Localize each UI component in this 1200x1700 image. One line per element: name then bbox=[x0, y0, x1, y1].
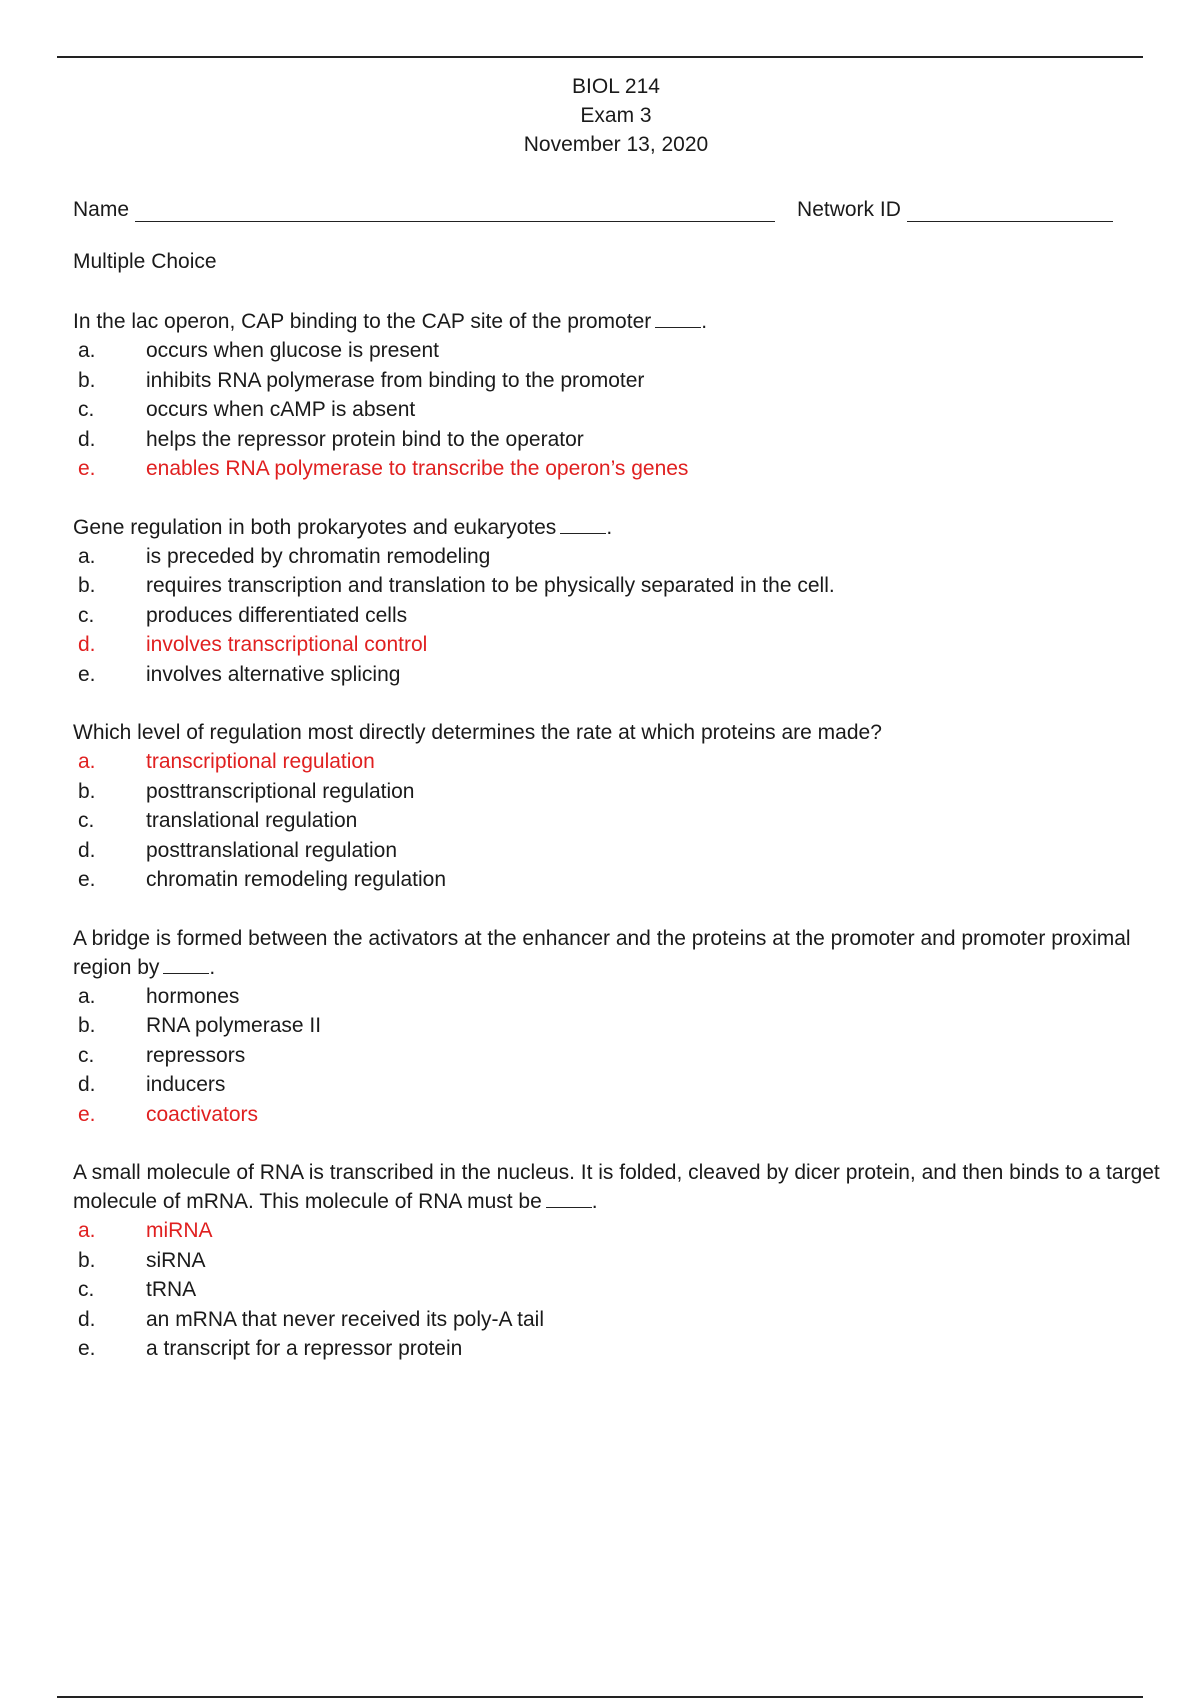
question-stem-text: Which level of regulation most directly determines the rate at which proteins are made? bbox=[73, 721, 882, 744]
answer-option bbox=[73, 1305, 1173, 1335]
question-stem-text: A bridge is formed between the activators at the enhancer and the proteins at the promoter and promoter proximal region by bbox=[73, 926, 1131, 979]
option-text: an mRNA that never received its poly-A tail bbox=[146, 1307, 545, 1331]
option-text: occurs when glucose is present bbox=[146, 339, 439, 362]
network-id-blank[interactable] bbox=[907, 201, 1113, 222]
top-rule bbox=[57, 56, 1143, 58]
option-letter: a. bbox=[78, 1219, 96, 1242]
answer-option bbox=[73, 865, 1173, 895]
answer-option bbox=[73, 1011, 1173, 1041]
answer-option bbox=[73, 395, 1173, 425]
answer-blank bbox=[546, 1189, 592, 1208]
question-stem bbox=[73, 513, 1173, 542]
option-text: chromatin remodeling regulation bbox=[146, 868, 446, 891]
question-stem-text: A small molecule of RNA is transcribed in the nucleus. It is folded, cleaved by dicer protein, and then binds to a target molecule of mRNA. This molecule of RNA must be bbox=[73, 1161, 1160, 1213]
option-letter: e. bbox=[78, 1102, 96, 1126]
section-title: Multiple Choice bbox=[73, 250, 217, 273]
option-text: miRNA bbox=[146, 1219, 213, 1242]
answer-option bbox=[73, 1334, 1173, 1364]
answer-options bbox=[73, 982, 1173, 1130]
answer-option-correct bbox=[73, 1216, 1173, 1246]
option-text: siRNA bbox=[146, 1248, 206, 1272]
option-text: coactivators bbox=[146, 1102, 259, 1126]
option-letter: b. bbox=[78, 574, 96, 597]
question bbox=[73, 924, 1173, 1130]
option-letter: d. bbox=[78, 1307, 96, 1331]
option-text: a transcript for a repressor protein bbox=[146, 1337, 463, 1360]
answer-option bbox=[73, 660, 1173, 690]
exam-header bbox=[0, 72, 1200, 159]
answer-option bbox=[73, 1275, 1173, 1305]
answer-options bbox=[73, 336, 1173, 484]
option-letter: c. bbox=[78, 809, 95, 832]
answer-option bbox=[73, 806, 1173, 836]
option-text: produces differentiated cells bbox=[146, 603, 408, 627]
answer-option bbox=[73, 366, 1173, 396]
option-text: transcriptional regulation bbox=[146, 750, 375, 773]
question bbox=[73, 718, 1173, 895]
answer-option bbox=[73, 425, 1173, 455]
option-text: posttranscriptional regulation bbox=[146, 779, 415, 803]
bottom-rule bbox=[57, 1696, 1143, 1698]
question-stem bbox=[73, 1158, 1173, 1216]
question-stem bbox=[73, 718, 1173, 747]
option-letter: b. bbox=[78, 368, 96, 392]
question bbox=[73, 1158, 1173, 1364]
option-letter: a. bbox=[78, 339, 96, 362]
course-code: BIOL 214 bbox=[572, 75, 660, 98]
option-text: tRNA bbox=[146, 1278, 197, 1301]
option-text: involves transcriptional control bbox=[146, 633, 428, 656]
option-letter: c. bbox=[78, 603, 95, 627]
answer-option bbox=[73, 542, 1173, 572]
answer-option-correct bbox=[73, 454, 1173, 484]
answer-option bbox=[73, 336, 1173, 366]
option-letter: d. bbox=[78, 838, 96, 862]
option-text: hormones bbox=[146, 984, 240, 1008]
option-letter: a. bbox=[78, 750, 96, 773]
answer-options bbox=[73, 747, 1173, 895]
answer-option-correct bbox=[73, 1100, 1173, 1130]
answer-options bbox=[73, 1216, 1173, 1364]
question-stem-end: . bbox=[209, 955, 216, 979]
option-letter: e. bbox=[78, 457, 96, 480]
option-text: repressors bbox=[146, 1043, 246, 1067]
question-stem bbox=[73, 307, 1173, 336]
answer-option bbox=[73, 571, 1173, 601]
option-text: helps the repressor protein bind to the operator bbox=[146, 427, 584, 451]
option-letter: d. bbox=[78, 427, 96, 451]
question-stem-text: In the lac operon, CAP binding to the CAP site of the promoter bbox=[73, 310, 652, 333]
option-letter: b. bbox=[78, 779, 96, 803]
answer-option bbox=[73, 1246, 1173, 1276]
question-stem-end: . bbox=[591, 1190, 598, 1213]
option-letter: e. bbox=[78, 1337, 96, 1360]
option-text: inhibits RNA polymerase from binding to the promoter bbox=[146, 368, 645, 392]
option-text: is preceded by chromatin remodeling bbox=[146, 544, 491, 568]
name-blank[interactable] bbox=[135, 201, 775, 222]
option-text: translational regulation bbox=[146, 809, 358, 832]
answer-blank bbox=[163, 955, 209, 974]
question bbox=[73, 307, 1173, 484]
question-stem-end: . bbox=[701, 310, 708, 333]
option-letter: a. bbox=[78, 984, 96, 1008]
option-letter: a. bbox=[78, 544, 96, 568]
option-letter: d. bbox=[78, 1073, 96, 1096]
answer-option bbox=[73, 1041, 1173, 1071]
question-stem-text: Gene regulation in both prokaryotes and eukaryotes bbox=[73, 515, 557, 539]
option-text: posttranslational regulation bbox=[146, 838, 397, 862]
network-id-label: Network ID bbox=[797, 198, 901, 221]
name-label: Name bbox=[73, 198, 130, 221]
option-letter: c. bbox=[78, 1043, 95, 1067]
question bbox=[73, 513, 1173, 690]
answer-option bbox=[73, 601, 1173, 631]
student-id-row bbox=[73, 192, 1120, 222]
question-stem bbox=[73, 924, 1173, 982]
answer-option bbox=[73, 836, 1173, 866]
option-text: inducers bbox=[146, 1073, 226, 1096]
answer-blank bbox=[655, 309, 701, 328]
option-letter: e. bbox=[78, 662, 96, 686]
answer-option-correct bbox=[73, 747, 1173, 777]
exam-date: November 13, 2020 bbox=[523, 133, 709, 156]
option-letter: e. bbox=[78, 868, 96, 891]
option-text: requires transcription and translation to be physically separated in the cell. bbox=[146, 574, 835, 597]
answer-option bbox=[73, 1070, 1173, 1100]
option-letter: c. bbox=[78, 398, 95, 421]
answer-option-correct bbox=[73, 630, 1173, 660]
option-text: enables RNA polymerase to transcribe the operon’s genes bbox=[146, 457, 689, 480]
answer-options bbox=[73, 542, 1173, 690]
answer-blank bbox=[560, 515, 606, 534]
option-letter: b. bbox=[78, 1248, 96, 1272]
exam-title: Exam 3 bbox=[580, 104, 652, 127]
option-text: RNA polymerase II bbox=[146, 1014, 322, 1037]
option-text: involves alternative splicing bbox=[146, 662, 401, 686]
option-letter: c. bbox=[78, 1278, 95, 1301]
option-letter: b. bbox=[78, 1014, 96, 1037]
option-text: occurs when cAMP is absent bbox=[146, 398, 416, 421]
answer-option bbox=[73, 982, 1173, 1012]
answer-option bbox=[73, 777, 1173, 807]
question-list bbox=[73, 307, 1173, 1393]
question-stem-end: . bbox=[606, 515, 613, 539]
option-letter: d. bbox=[78, 633, 96, 656]
